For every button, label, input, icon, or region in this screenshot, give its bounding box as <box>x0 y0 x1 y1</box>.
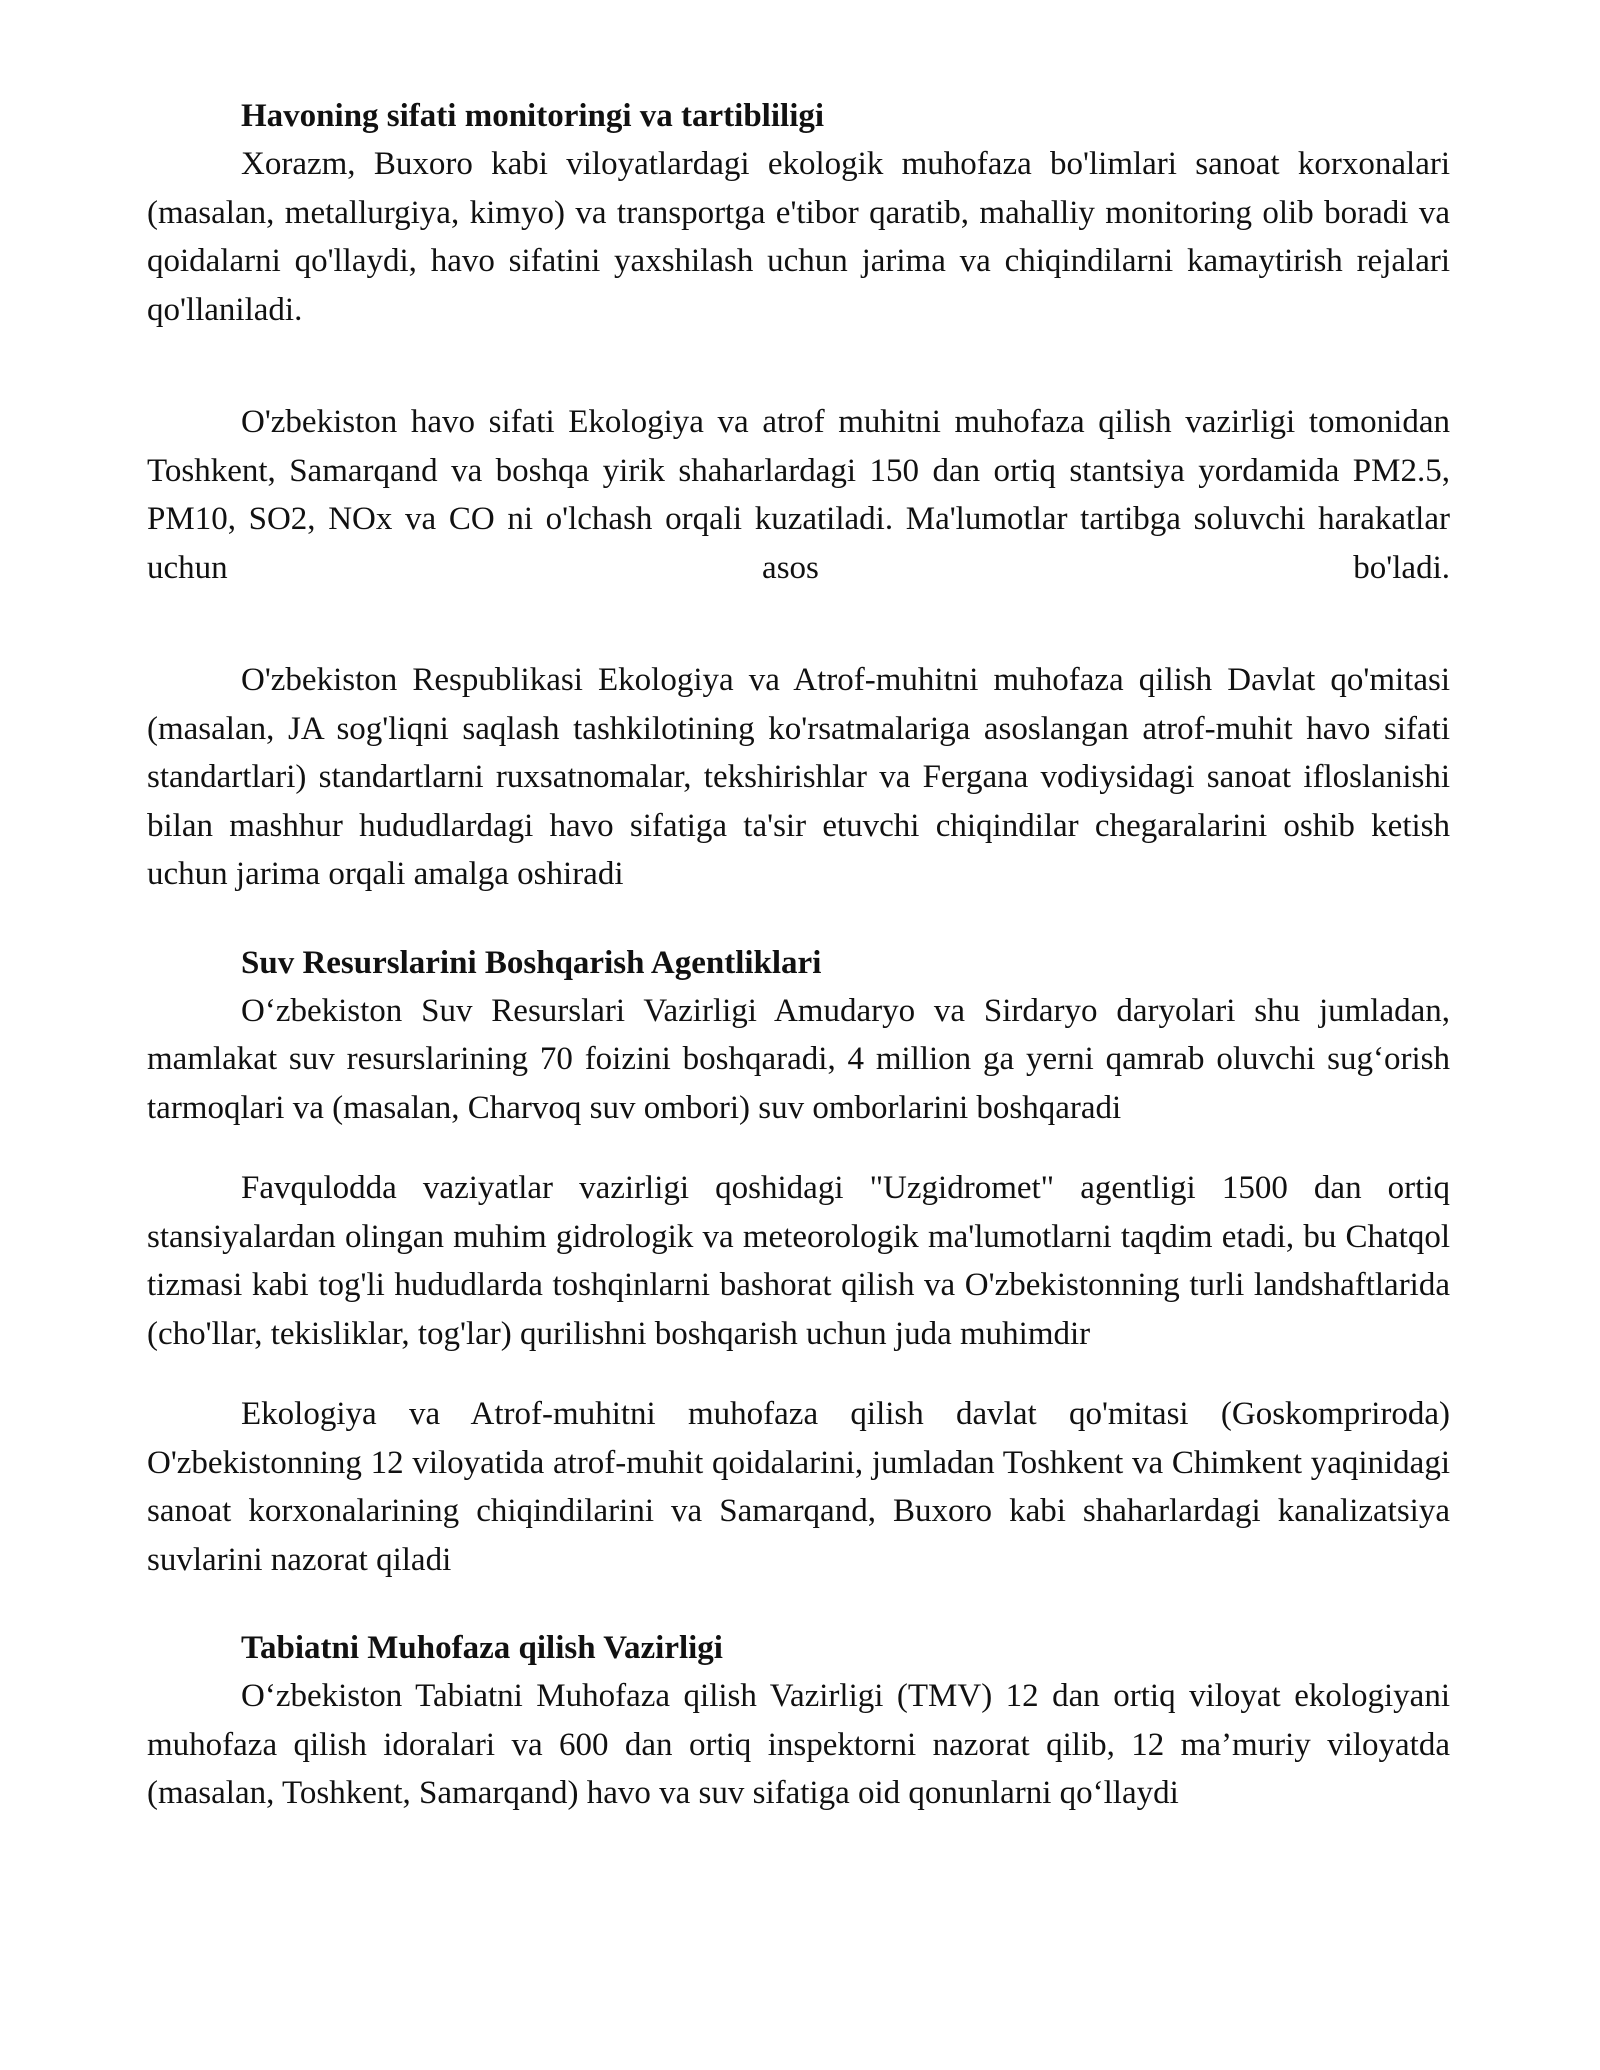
paragraph-air-regional: Xorazm, Buxoro kabi viloyatlardagi ekologik muhofaza bo'limlari sanoat korxonalari (masalan, metallurgiya, kimyo) va transportga e'tibor qaratib, mahalliy monitoring olib boradi va qoidalarni qo'llaydi, havo sifatini yaxshilash uchun jarima va chiqindilarni kamaytirish rejalari qo'llaniladi. <box>147 146 1450 328</box>
paragraph-water-ministry: O‘zbekiston Suv Resurslari Vazirligi Amudaryo va Sirdaryo daryolari shu jumladan, mamlakat suv resurslarining 70 foizini boshqaradi, 4 million ga yerni qamrab oluvchi sug‘orish tarmoqlari va (masalan, Charvoq suv ombori) suv omborlarini boshqaradi <box>147 992 1450 1126</box>
section-heading-air-quality: Havoning sifati monitoringi va tartibliligi <box>241 98 825 134</box>
paragraph-uzgidromet: Favqulodda vaziyatlar vazirligi qoshidagi "Uzgidromet" agentligi 1500 dan ortiq stansiyalardan olingan muhim gidrologik va meteorologik ma'lumotlarni taqdim etadi, bu Chatqol tizmasi kabi tog'li hududlarda toshqinlarni bashorat qilish va O'zbekistonning turli landshaftlarida (cho'llar, tekisliklar, tog'lar) qurilishni boshqarish uchun juda muhimdir <box>147 1170 1450 1352</box>
section-heading-nature-protection: Tabiatni Muhofaza qilish Vazirligi <box>241 1630 723 1666</box>
paragraph-air-standards: O'zbekiston Respublikasi Ekologiya va Atrof-muhitni muhofaza qilish Davlat qo'mitasi (masalan, JA sog'liqni saqlash tashkilotining ko'rsatmalariga asoslangan atrof-muhit havo sifati standartlari) standartlarni ruxsatnomalar, tekshirishlar va Fergana vodiysidagi sanoat ifloslanishi bilan mashhur hududlardagi havo sifatiga ta'sir etuvchi chiqindilar chegaralarini oshib ketish uchun jarima orqali amalga oshiradi <box>147 662 1450 892</box>
section-heading-water-agencies: Suv Resurslarini Boshqarish Agentliklari <box>241 944 822 981</box>
document-page <box>147 92 1450 1818</box>
paragraph-nature-ministry: O‘zbekiston Tabiatni Muhofaza qilish Vazirligi (TMV) 12 dan ortiq viloyat ekologiyani muhofaza qilish idoralari va 600 dan ortiq inspektorni nazorat qilib, 12 ma’muriy viloyatda (masalan, Toshkent, Samarqand) havo va suv sifatiga oid qonunlarni qo‘llaydi <box>147 1678 1450 1811</box>
paragraph-goskompriroda: Ekologiya va Atrof-muhitni muhofaza qilish davlat qo'mitasi (Goskompriroda) O'zbekistonning 12 viloyatida atrof-muhit qoidalarini, jumladan Toshkent va Chimkent yaqinidagi sanoat korxonalarining chiqindilarini va Samarqand, Buxoro kabi shaharlardagi kanalizatsiya suvlarini nazorat qiladi <box>147 1396 1450 1578</box>
paragraph-air-monitoring: O'zbekiston havo sifati Ekologiya va atrof muhitni muhofaza qilish vazirligi tomonidan Toshkent, Samarqand va boshqa yirik shaharlardagi 150 dan ortiq stantsiya yordamida PM2.5, PM10, SO2, NOx va CO ni o'lchash orqali kuzatiladi. Ma'lumotlar tartibga soluvchi harakatlar uchun asos bo'ladi. <box>147 404 1450 586</box>
